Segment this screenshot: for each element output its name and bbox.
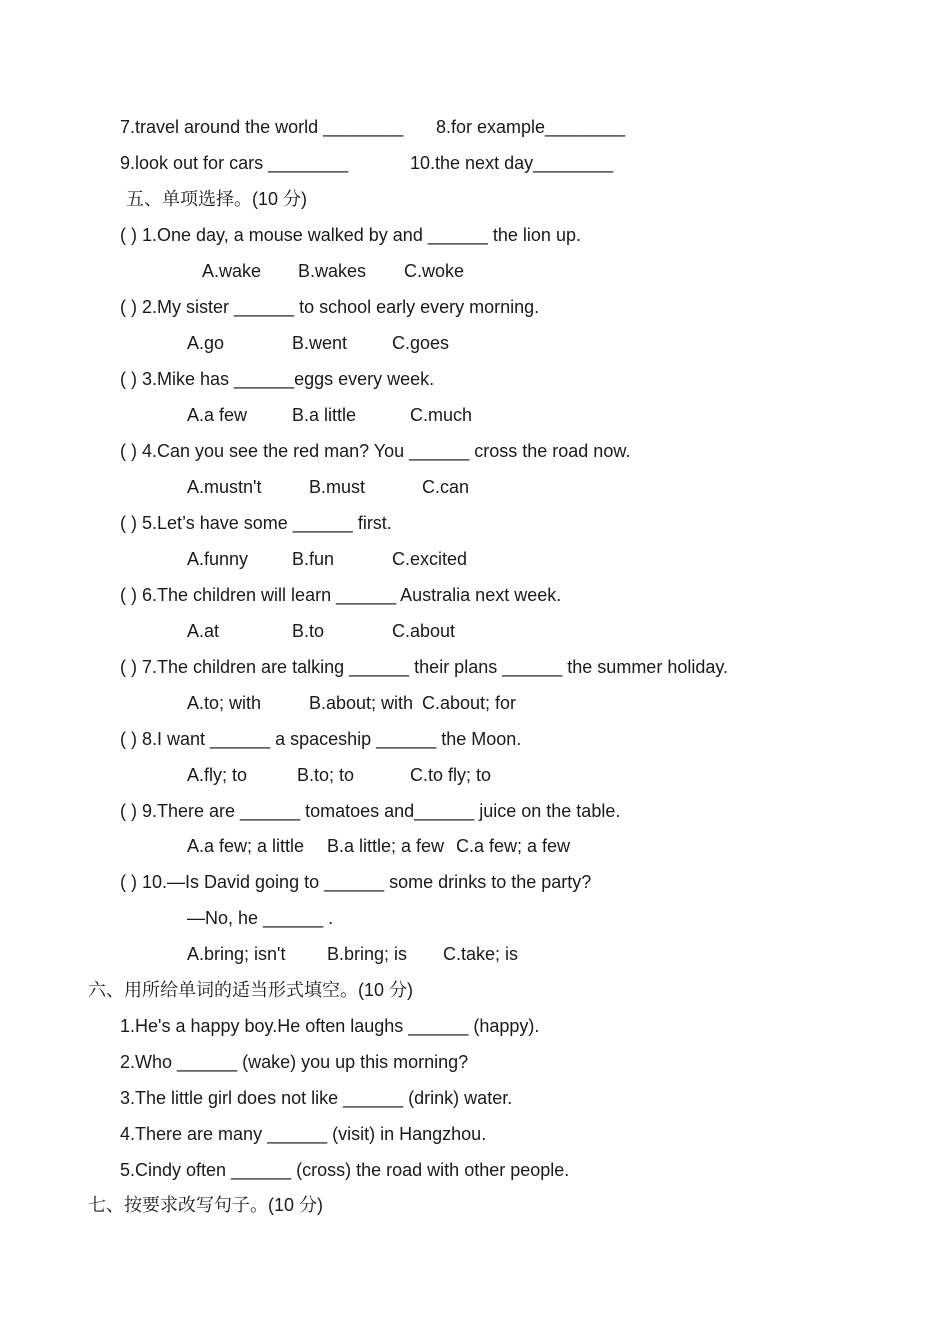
- question-2-option-a: A.go: [187, 333, 225, 353]
- question-3-option-b: B.a little: [292, 405, 357, 425]
- fill-item-3: 3.The little girl does not like ______ (drink) water.: [120, 1088, 513, 1108]
- vocab-item-10: 10.the next day________: [410, 153, 614, 173]
- section-5-title: 五、单项选择。(10 分): [126, 189, 308, 209]
- section-7-title: 七、按要求改写句子。(10 分): [88, 1195, 324, 1215]
- question-7-option-c: C.about; for: [422, 693, 517, 713]
- vocab-item-7: 7.travel around the world ________: [120, 117, 404, 137]
- question-8-option-a: A.fly; to: [187, 765, 248, 785]
- question-3-stem: ( ) 3.Mike has ______eggs every week.: [120, 369, 435, 389]
- question-1-option-a: A.wake: [202, 261, 262, 281]
- question-6-option-c: C.about: [392, 621, 456, 641]
- question-10-stem: ( ) 10.—Is David going to ______ some drinks to the party?: [120, 872, 592, 892]
- question-9-option-b: B.a little; a few: [327, 836, 445, 856]
- question-5-option-a: A.funny: [187, 549, 249, 569]
- question-1-option-b: B.wakes: [298, 261, 367, 281]
- question-10-reply: —No, he ______ .: [187, 908, 334, 928]
- question-2-stem: ( ) 2.My sister ______ to school early every morning.: [120, 297, 540, 317]
- question-5-option-c: C.excited: [392, 549, 468, 569]
- question-7-option-b: B.about; with: [309, 693, 414, 713]
- question-10-option-c: C.take; is: [443, 944, 519, 964]
- question-7-stem: ( ) 7.The children are talking ______ their plans ______ the summer holiday.: [120, 657, 729, 677]
- question-8-option-c: C.to fly; to: [410, 765, 492, 785]
- question-10-option-b: B.bring; is: [327, 944, 408, 964]
- question-4-option-c: C.can: [422, 477, 470, 497]
- question-10-option-a: A.bring; isn't: [187, 944, 286, 964]
- question-1-option-c: C.woke: [404, 261, 465, 281]
- question-7-option-a: A.to; with: [187, 693, 262, 713]
- section-6-title: 六、用所给单词的适当形式填空。(10 分): [88, 980, 414, 1000]
- question-3-option-c: C.much: [410, 405, 473, 425]
- question-9-option-c: C.a few; a few: [456, 836, 571, 856]
- question-6-option-a: A.at: [187, 621, 220, 641]
- question-1-stem: ( ) 1.One day, a mouse walked by and ______ the lion up.: [120, 225, 581, 245]
- question-6-stem: ( ) 6.The children will learn ______ Australia next week.: [120, 585, 562, 605]
- question-5-option-b: B.fun: [292, 549, 335, 569]
- question-6-option-b: B.to: [292, 621, 325, 641]
- question-2-option-b: B.went: [292, 333, 348, 353]
- question-4-stem: ( ) 4.Can you see the red man? You ______ cross the road now.: [120, 441, 631, 461]
- question-4-option-b: B.must: [309, 477, 366, 497]
- fill-item-2: 2.Who ______ (wake) you up this morning?: [120, 1052, 469, 1072]
- vocab-item-8: 8.for example________: [436, 117, 626, 137]
- fill-item-1: 1.He's a happy boy.He often laughs ______ (happy).: [120, 1016, 540, 1036]
- question-2-option-c: C.goes: [392, 333, 450, 353]
- question-5-stem: ( ) 5.Let’s have some ______ first.: [120, 513, 392, 533]
- question-8-option-b: B.to; to: [297, 765, 355, 785]
- question-3-option-a: A.a few: [187, 405, 248, 425]
- question-9-stem: ( ) 9.There are ______ tomatoes and______ juice on the table.: [120, 801, 621, 821]
- fill-item-4: 4.There are many ______ (visit) in Hangzhou.: [120, 1124, 487, 1144]
- fill-item-5: 5.Cindy often ______ (cross) the road with other people.: [120, 1160, 570, 1180]
- question-4-option-a: A.mustn't: [187, 477, 262, 497]
- question-9-option-a: A.a few; a little: [187, 836, 305, 856]
- question-8-stem: ( ) 8.I want ______ a spaceship ______ the Moon.: [120, 729, 522, 749]
- vocab-item-9: 9.look out for cars ________: [120, 153, 349, 173]
